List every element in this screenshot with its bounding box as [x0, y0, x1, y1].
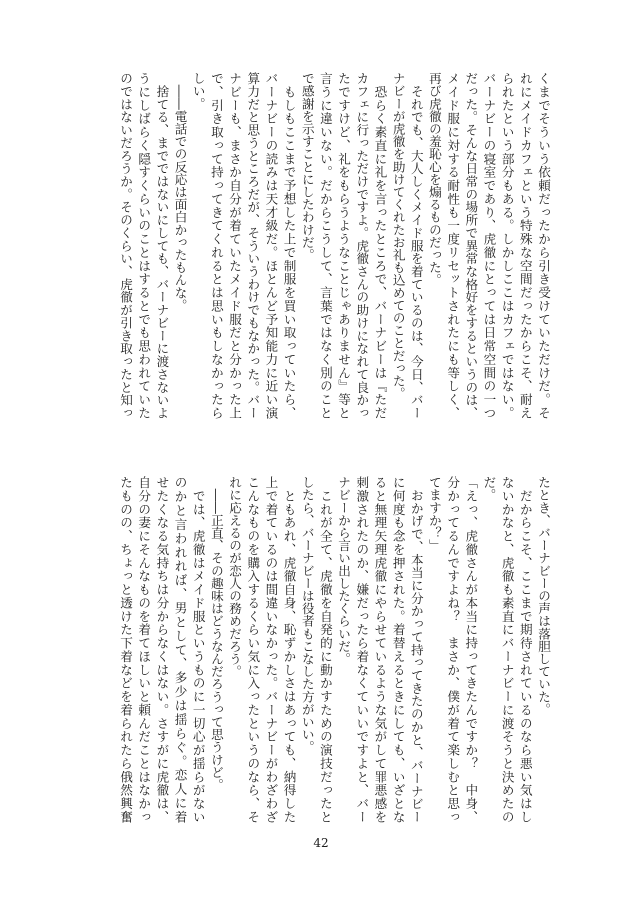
lower-text-column: れに応えるのが恋人の務めだろう。: [227, 476, 243, 678]
upper-text-column: カフェに行っただけですよ。虎徹さんの助けになれて良かっ: [354, 72, 370, 419]
lower-text-column: 分かってるんですよね？ まさか、僕が着て楽しむと思っ: [445, 476, 461, 823]
lower-text-column: たとき、バーナビーの声は落胆していた。: [536, 476, 551, 716]
lower-text-column: ナビーから言い出したくらいだ。: [336, 476, 352, 665]
upper-text-column: くまでそういう依頼だったから引き受けていただけだ。そ: [536, 72, 551, 419]
upper-text-column: バーナビーの読みは天才級だ。ほとんど予知能力に近い演: [263, 72, 279, 419]
upper-text-column: バーナビーの寝室であり、虎徹にとっては日常空間の一つ: [481, 72, 497, 419]
upper-text-column: のではないだろうか。そのくらい、虎徹が引き取ったと知っ: [118, 72, 134, 419]
upper-text-block: [116, 72, 552, 419]
upper-text-column: だった。そんな日常の場所で異常な格好をするというのは、: [463, 72, 479, 419]
upper-text-column: たですけど、礼をもらうようなことじゃありません』等と: [336, 72, 352, 419]
lower-text-column: おかげで、本当に分かって持ってきたのかと、バーナビー: [408, 476, 424, 823]
lower-text-column: 刺激されたのか、嫌だったら着なくていいですよと、バー: [354, 476, 370, 823]
upper-text-column: で、引き取って持ってきてくれるとは思いもしなかったら: [208, 72, 224, 419]
upper-text-column: 恐らく素直に礼を言ったところで、バーナビーは『ただ: [372, 72, 388, 419]
upper-text-column: 捨てる、までではないにしても、バーナビーに渡さないよ: [154, 72, 170, 419]
upper-text-column: もしもここまで予想した上で制服を買い取っていたら、: [281, 72, 297, 419]
upper-text-column: ナビーも、まさか自分が着ていたメイド服だと分かった上: [227, 72, 243, 419]
lower-text-column: ――正直、その趣味はどうなんだろうって思うけど。: [208, 476, 224, 791]
upper-text-column: メイド服に対する耐性も一度リセットされたにも等しく、: [445, 72, 461, 419]
lower-text-column: ともあれ、虎徹自身、恥ずかしさはあっても、納得した: [281, 476, 297, 823]
lower-text-column: 上で着ているのは間違いなかった。バーナビーがわざわざ: [263, 476, 279, 823]
page-number: 42: [313, 836, 329, 850]
lower-text-column: に何度も念を押された。着替えるときにしても、いざとな: [390, 476, 406, 823]
upper-text-column: 再び虎徹の羞恥心を煽るものだった。: [426, 72, 442, 287]
lower-text-column: 自分の妻にそんなものを着てほしいと頼んだことはなかっ: [136, 476, 152, 823]
lower-text-column: のかと言われれば、男として、多少は揺らぐ。恋人に着: [172, 476, 188, 823]
lower-text-column: せたくなる気持ちは分からなくはない。さすがに虎徹は、: [154, 476, 170, 823]
lower-text-column: こんなものを購入するくらい気に入ったというのなら、そ: [245, 476, 261, 823]
lower-text-column: てますか？」: [426, 476, 442, 552]
lower-text-column: これが全て、虎徹を自発的に動かすための演技だったと: [317, 476, 333, 823]
lower-text-column: たものの、ちょっと透けた下着などを着られたら俄然興奮: [118, 476, 134, 823]
upper-text-column: しい。: [190, 72, 206, 110]
upper-text-column: うにしばらく隠すくらいのことはするとでも思われていた: [136, 72, 152, 419]
upper-text-column: られたという部分もある。しかしここはカフェではない。: [499, 72, 515, 419]
lower-text-column: ると無理矢理虎徹にやらせているような気がして罪悪感を: [372, 476, 388, 823]
upper-text-column: 算力だと思うところだが、そういうわけでもなかった。バー: [245, 72, 261, 419]
upper-text-column: で感謝を示すことにしたわけだ。: [299, 72, 315, 261]
upper-text-column: それでも、大人しくメイド服を着ているのは、今日、バー: [408, 72, 424, 419]
lower-text-column: だ。: [481, 476, 497, 502]
upper-text-column: ――電話での反応は面白かったもんな。: [172, 72, 188, 312]
upper-text-column: ナビーが虎徹を助けてくれたお礼も込めてのことだった。: [390, 72, 406, 400]
lower-text-block: [116, 476, 552, 823]
lower-text-column: では、虎徹はメイド服というものに一切心が揺らがない: [190, 476, 206, 823]
lower-text-column: ないかなと、虎徹も素直にバーナビーに渡そうと決めたの: [499, 476, 515, 823]
upper-text-column: 言うに違いない。だからこうして、言葉ではなく別のこと: [317, 72, 333, 419]
lower-text-column: 「えっ、虎徹さんが本当に持ってきたんですか？ 中身、: [463, 476, 479, 823]
upper-text-column: れにメイドカフェという特殊な空間だったからこそ、耐え: [517, 72, 533, 419]
lower-text-column: したら、バーナビーは役者もこなした方がいい。: [299, 476, 315, 754]
lower-text-column: だからこそ、ここまで期待されているのなら悪い気はし: [517, 476, 533, 823]
